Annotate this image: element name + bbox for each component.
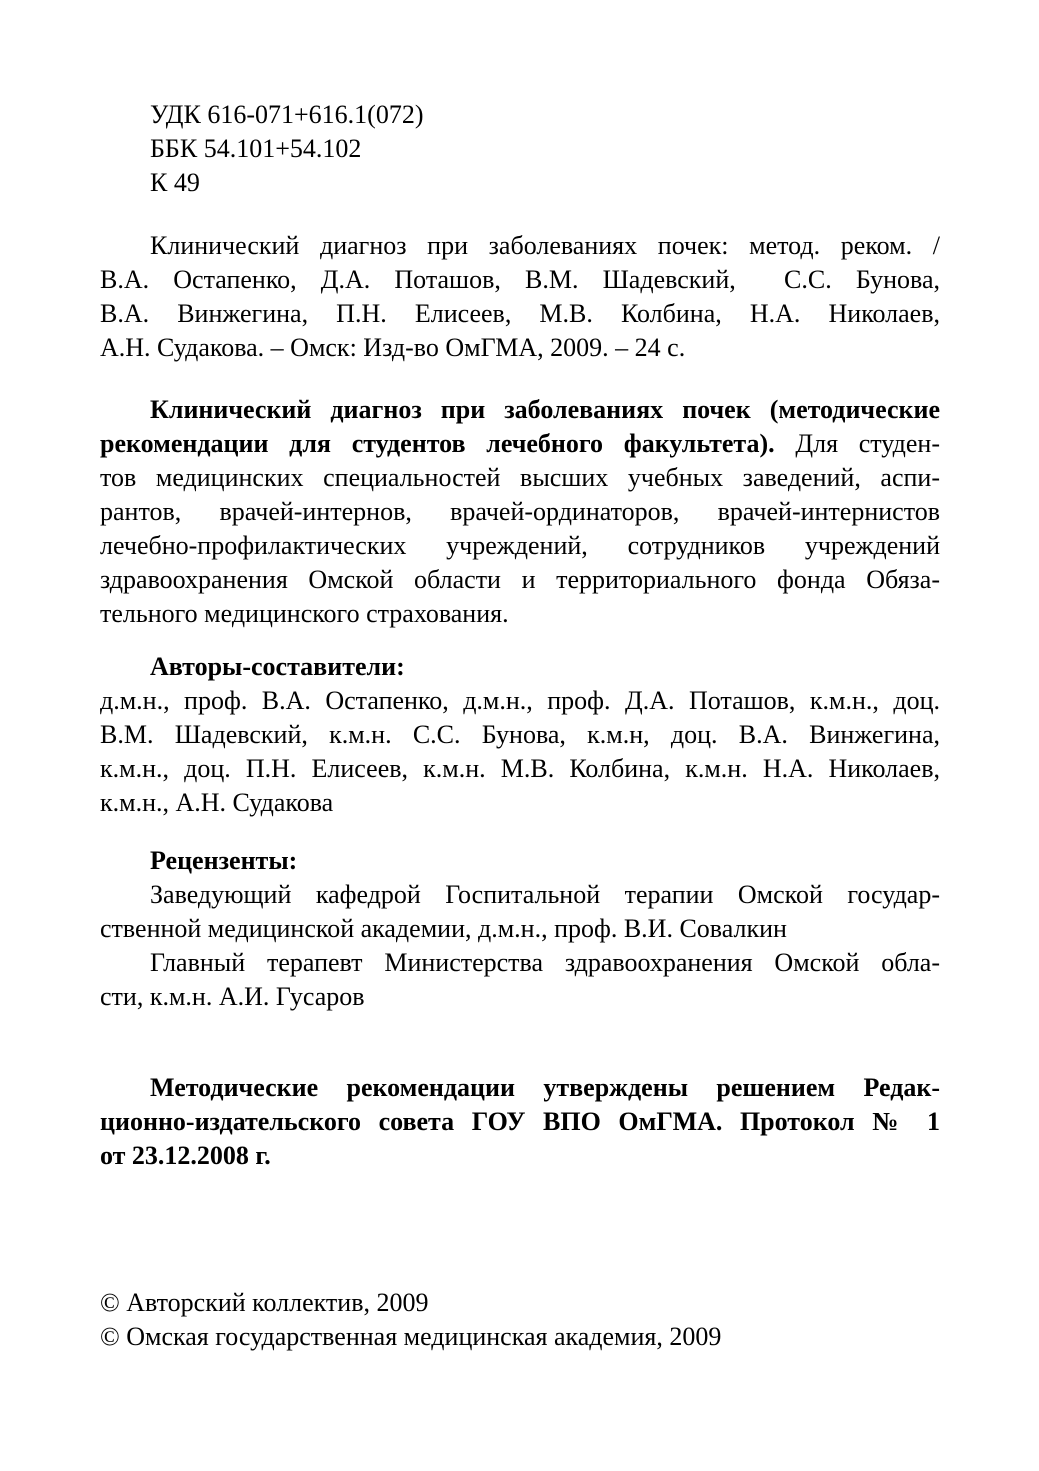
bbk-code: ББК 54.101+54.102 bbox=[150, 134, 362, 163]
reviewer-line: ственной медицинской академии, д.м.н., проф. В.И. Совалкин bbox=[100, 914, 787, 943]
annotation-line: тов медицинских специальностей высших учебных заведений, аспи- bbox=[100, 463, 940, 492]
annotation-line: здравоохранения Омской области и территориального фонда Обяза- bbox=[100, 565, 940, 594]
citation-line: В.А. Винжегина, П.Н. Елисеев, М.В. Колбина, Н.А. Николаев, bbox=[100, 299, 940, 328]
author-mark: К 49 bbox=[150, 168, 200, 197]
authors-line: В.М. Шадевский, к.м.н. С.С. Бунова, к.м.н, доц. В.А. Винжегина, bbox=[100, 720, 940, 749]
approval-line: ционно-издательского совета ГОУ ВПО ОмГМА. Протокол № 1 bbox=[100, 1107, 940, 1136]
authors-line: к.м.н., А.Н. Судакова bbox=[100, 788, 334, 817]
authors-line: к.м.н., доц. П.Н. Елисеев, к.м.н. М.В. Колбина, к.м.н. Н.А. Николаев, bbox=[100, 754, 940, 783]
copyright-line: © Авторский коллектив, 2009 bbox=[100, 1288, 429, 1317]
reviewer-line: Заведующий кафедрой Госпитальной терапии Омской государ- bbox=[150, 880, 940, 909]
citation-line: В.А. Остапенко, Д.А. Поташов, В.М. Шадевский, С.С. Бунова, bbox=[100, 265, 940, 294]
reviewer-line: Главный терапевт Министерства здравоохранения Омской обла- bbox=[150, 948, 940, 977]
annotation-line bbox=[100, 427, 940, 461]
annotation-line: рантов, врачей-интернов, врачей-ординаторов, врачей-интернистов bbox=[100, 497, 940, 526]
annotation-title-end: рекомендации для студентов лечебного факультета). bbox=[100, 429, 775, 458]
reviewers-heading: Рецензенты: bbox=[150, 846, 298, 875]
citation-line: Клинический диагноз при заболеваниях почек: метод. реком. / bbox=[150, 231, 940, 260]
annotation-line: тельного медицинского страхования. bbox=[100, 599, 509, 628]
approval-line: Методические рекомендации утверждены решением Редак- bbox=[150, 1073, 940, 1102]
citation-line: А.Н. Судакова. – Омск: Изд-во ОмГМА, 2009. – 24 с. bbox=[100, 333, 686, 362]
annotation-title-line: Клинический диагноз при заболеваниях почек (методические bbox=[150, 395, 940, 424]
authors-line: д.м.н., проф. В.А. Остапенко, д.м.н., проф. Д.А. Поташов, к.м.н., доц. bbox=[100, 686, 940, 715]
copyright-line: © Омская государственная медицинская академия, 2009 bbox=[100, 1322, 722, 1351]
annotation-line: лечебно-профилактических учреждений, сотрудников учреждений bbox=[100, 531, 940, 560]
authors-heading: Авторы-составители: bbox=[150, 652, 405, 681]
approval-line: от 23.12.2008 г. bbox=[100, 1141, 271, 1170]
udk-code: УДК 616-071+616.1(072) bbox=[150, 100, 424, 129]
annotation-text-start: Для студен- bbox=[774, 429, 940, 458]
reviewer-line: сти, к.м.н. А.И. Гусаров bbox=[100, 982, 365, 1011]
